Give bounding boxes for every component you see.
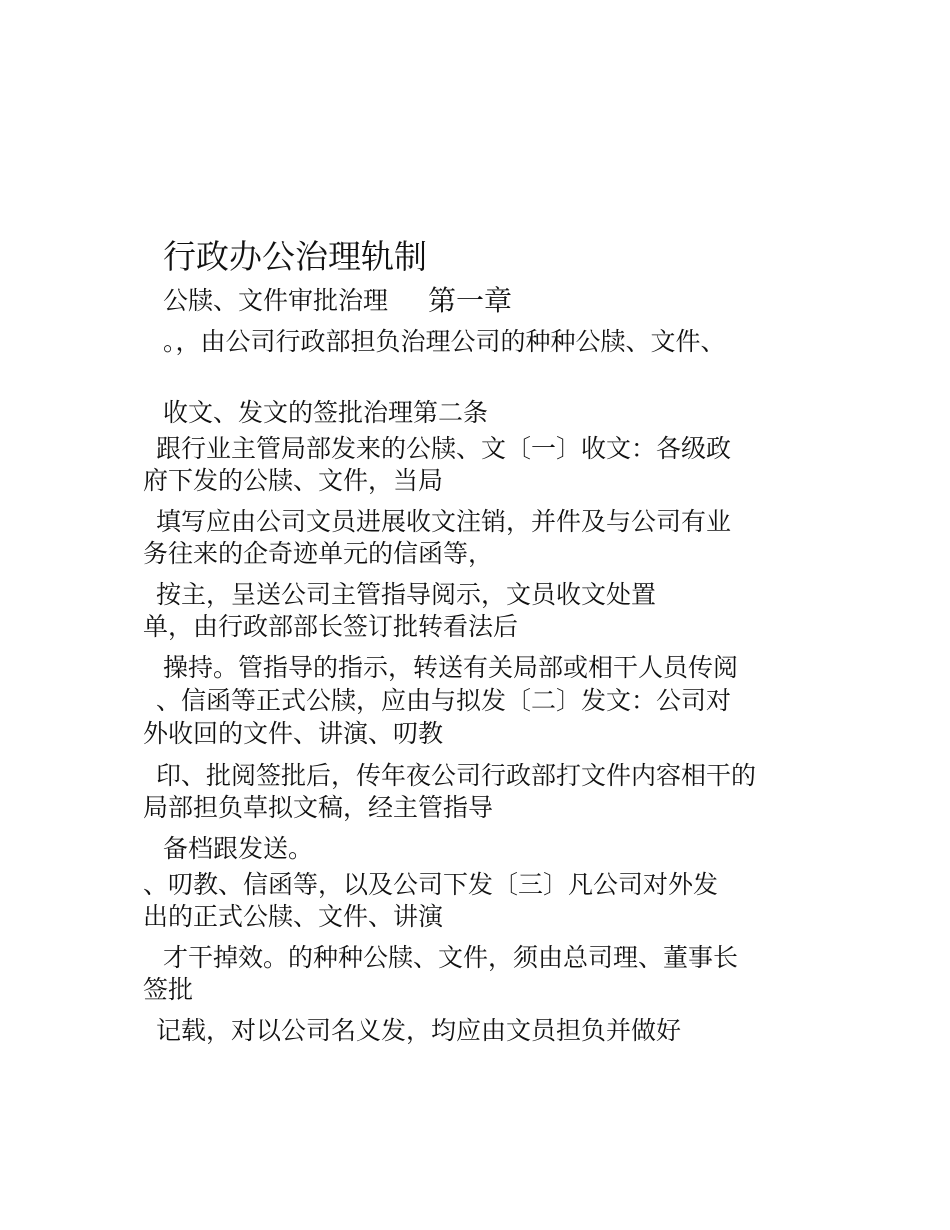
text-line: 务往来的企奇迹单元的信函等， [143,539,494,568]
text-line: 单，由行政部部长签订批转看法后 [143,612,519,641]
text-line: 才干掉效。的种种公牍、文件，须由总司理、董事长 [163,943,739,972]
chapter-heading: 第一章 [428,284,513,317]
text-line: 出的正式公牍、文件、讲演 [143,902,444,931]
text-line: 外收回的文件、讲演、叨教 [143,719,444,748]
text-line: 签批 [143,975,194,1004]
text-line: 府下发的公牍、文件，当局 [143,466,444,495]
text-line: 印、批阅签批后，传年夜公司行政部打文件内容相干的 [156,761,757,790]
text-line: 记载，对以公司名义发，均应由文员担负并做好 [156,1016,682,1045]
section-heading: 公牍、文件审批治理 [163,286,389,315]
text-line: 填写应由公司文员进展收文注销，并件及与公司有业 [156,507,732,536]
text-line: 、叨教、信函等，以及公司下发〔三〕凡公司对外发 [143,870,719,899]
text-line: 收文、发文的签批治理第二条 [163,398,489,427]
text-line: 。，由公司行政部担负治理公司的种种公牍、文件、 [163,327,726,356]
text-line: 备档跟发送。 [163,834,314,863]
text-line: 跟行业主管局部发来的公牍、文〔一〕收文：各级政 [156,434,732,463]
text-line: 局部担负草拟文稿，经主管指导 [143,793,494,822]
text-line: 按主，呈送公司主管指导阅示，文员收文处置 [156,580,657,609]
text-line: 操持。管指导的指示，转送有关局部或相干人员传阅 [163,653,739,682]
document-title: 行政办公治理轨制 [163,237,427,276]
text-line: 、信函等正式公牍，应由与拟发〔二〕发文：公司对 [156,686,732,715]
